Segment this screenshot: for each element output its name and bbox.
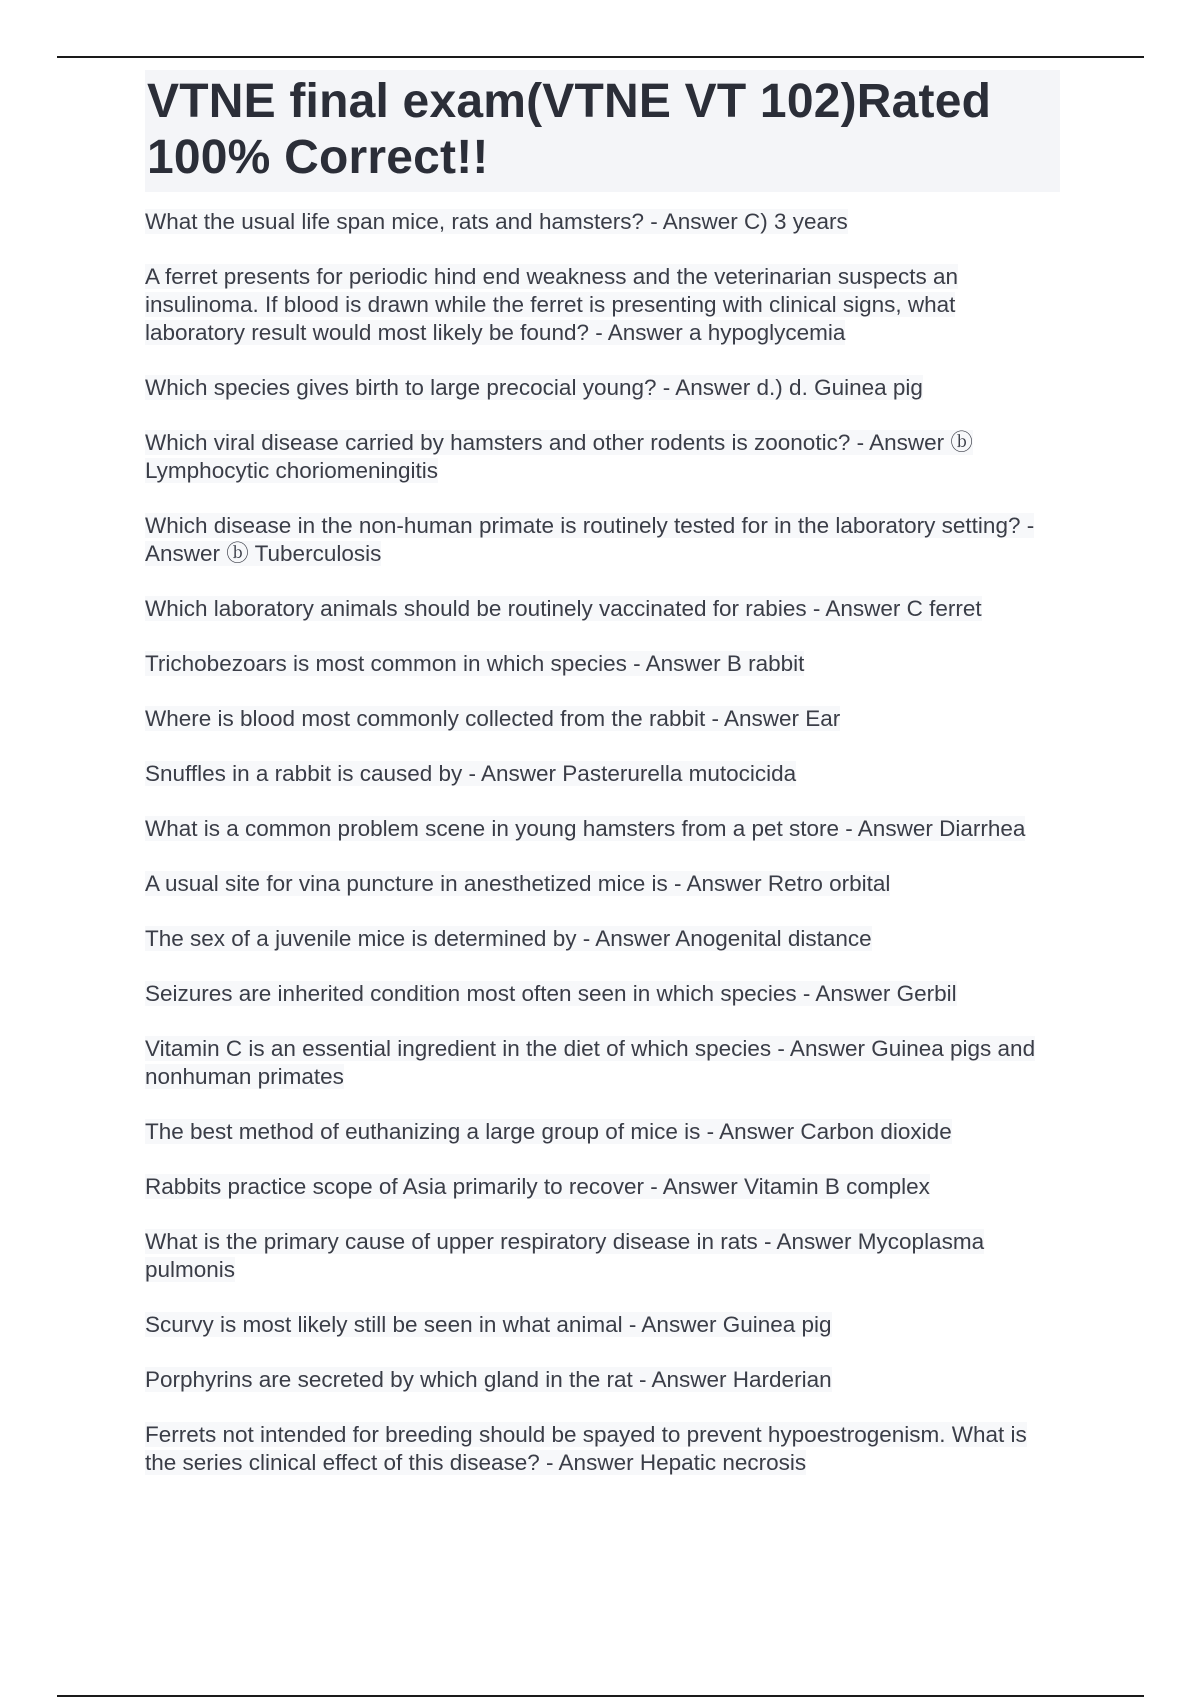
qa-text: Rabbits practice scope of Asia primarily to recover - Answer Vitamin B complex <box>145 1174 930 1199</box>
qa-item <box>145 1366 1060 1394</box>
qa-text: Vitamin C is an essential ingredient in the diet of which species - Answer Guinea pigs and nonhuman primates <box>145 1036 1036 1089</box>
qa-text: A usual site for vina puncture in anesthetized mice is - Answer Retro orbital <box>145 871 891 896</box>
title-block <box>145 70 1060 192</box>
qa-text: Scurvy is most likely still be seen in what animal - Answer Guinea pig <box>145 1312 832 1337</box>
qa-item <box>145 263 1060 347</box>
qa-item <box>145 595 1060 623</box>
qa-item <box>145 1228 1060 1284</box>
qa-list <box>145 208 1060 1477</box>
qa-text: Which disease in the non-human primate is routinely tested for in the laboratory setting? - Answer ⓑ Tuberculosis <box>145 513 1035 566</box>
qa-item <box>145 1421 1060 1477</box>
qa-item <box>145 925 1060 953</box>
qa-text: What is the primary cause of upper respiratory disease in rats - Answer Mycoplasma pulmonis <box>145 1229 985 1282</box>
qa-text: Porphyrins are secreted by which gland in the rat - Answer Harderian <box>145 1367 832 1392</box>
document-title: VTNE final exam(VTNE VT 102)Rated 100% Correct!! <box>147 75 992 184</box>
qa-item <box>145 980 1060 1008</box>
qa-item <box>145 1311 1060 1339</box>
qa-text: A ferret presents for periodic hind end weakness and the veterinarian suspects an insulinoma. If blood is drawn while the ferret is presenting with clinical signs, what laboratory result would most likely be found? - Answer a hypoglycemia <box>145 264 958 345</box>
qa-text: What is a common problem scene in young hamsters from a pet store - Answer Diarrhea <box>145 816 1026 841</box>
qa-text: The best method of euthanizing a large group of mice is - Answer Carbon dioxide <box>145 1119 952 1144</box>
qa-item <box>145 650 1060 678</box>
qa-item <box>145 1118 1060 1146</box>
document-body <box>145 70 1060 1504</box>
qa-text: The sex of a juvenile mice is determined by - Answer Anogenital distance <box>145 926 872 951</box>
qa-item <box>145 429 1060 485</box>
qa-text: Where is blood most commonly collected from the rabbit - Answer Ear <box>145 706 841 731</box>
qa-item <box>145 815 1060 843</box>
qa-text: Which species gives birth to large precocial young? - Answer d.) d. Guinea pig <box>145 375 923 400</box>
qa-text: Which laboratory animals should be routinely vaccinated for rabies - Answer C ferret <box>145 596 982 621</box>
qa-text: Ferrets not intended for breeding should be spayed to prevent hypoestrogenism. What is the series clinical effect of this disease? - Answer Hepatic necrosis <box>145 1422 1027 1475</box>
qa-item <box>145 870 1060 898</box>
qa-item <box>145 374 1060 402</box>
top-rule <box>57 56 1144 58</box>
qa-text: Snuffles in a rabbit is caused by - Answer Pasterurella mutocicida <box>145 761 797 786</box>
qa-item <box>145 760 1060 788</box>
qa-text: Seizures are inherited condition most often seen in which species - Answer Gerbil <box>145 981 957 1006</box>
qa-item <box>145 512 1060 568</box>
qa-item <box>145 1173 1060 1201</box>
qa-item <box>145 208 1060 236</box>
qa-item <box>145 705 1060 733</box>
qa-text: Trichobezoars is most common in which species - Answer B rabbit <box>145 651 805 676</box>
qa-text: What the usual life span mice, rats and hamsters? - Answer C) 3 years <box>145 209 848 234</box>
bottom-rule <box>57 1695 1144 1697</box>
qa-item <box>145 1035 1060 1091</box>
qa-text: Which viral disease carried by hamsters and other rodents is zoonotic? - Answer ⓑ Lymphocytic choriomeningitis <box>145 430 973 483</box>
